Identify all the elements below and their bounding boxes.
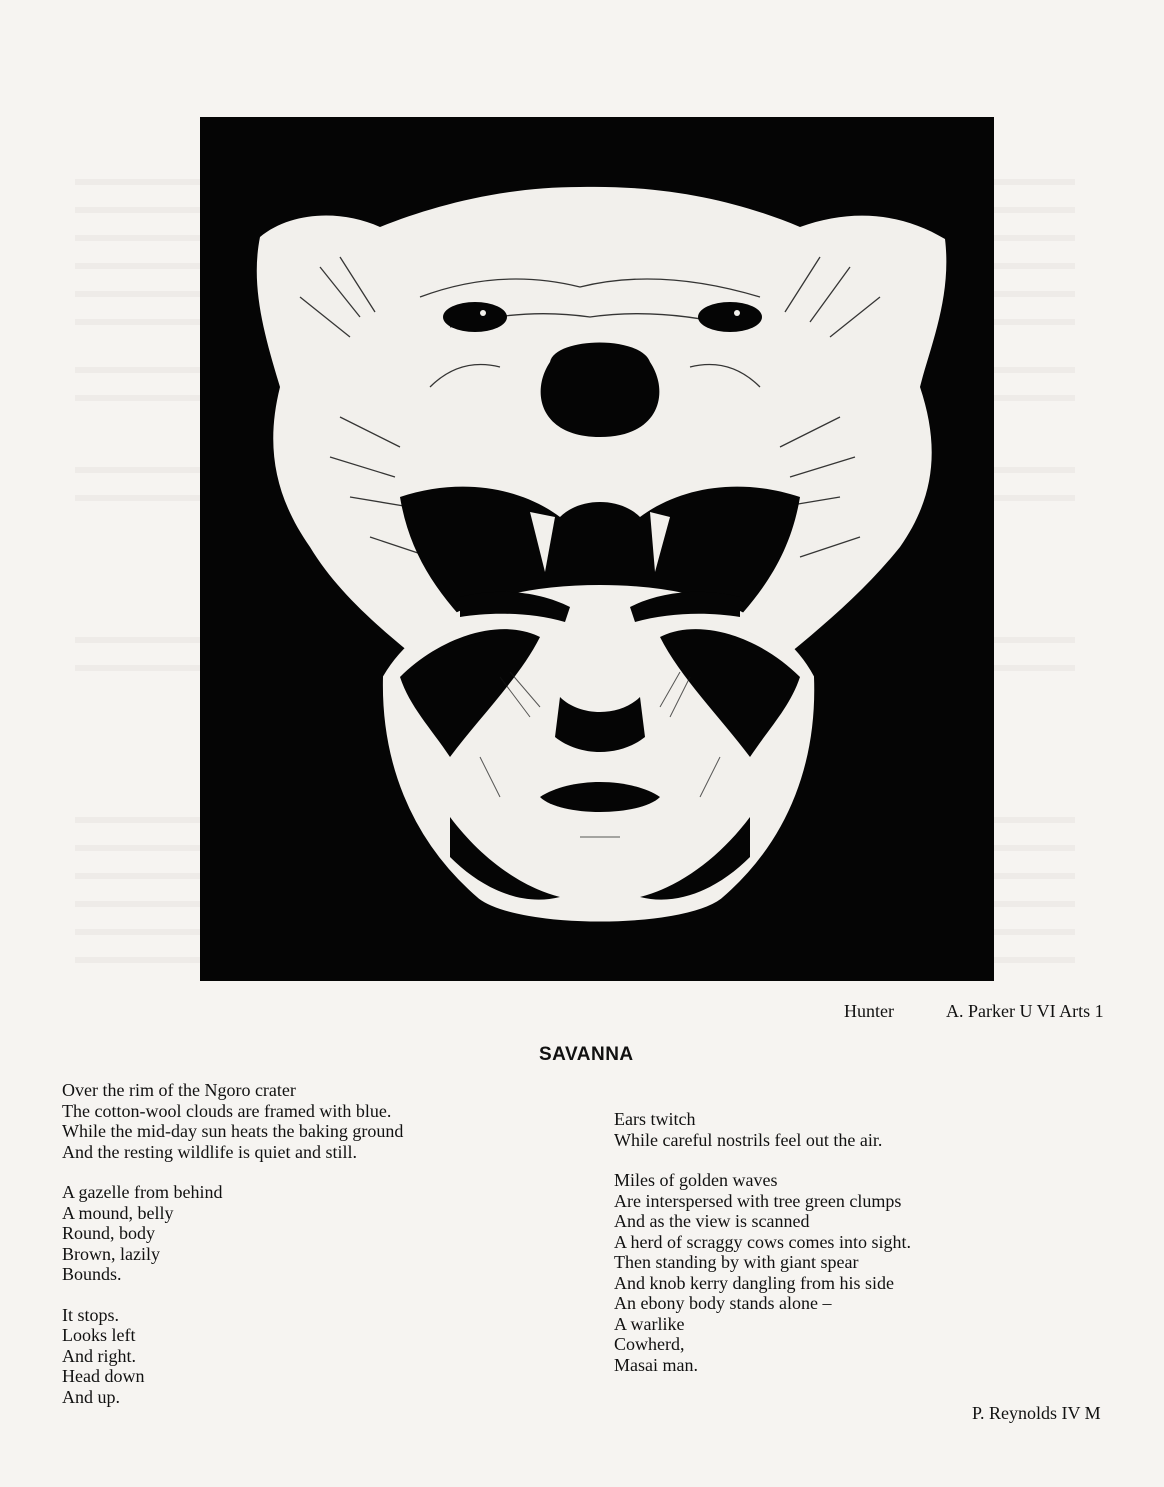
right-eye bbox=[698, 302, 762, 332]
poem-line: Are interspersed with tree green clumps bbox=[614, 1190, 902, 1211]
poem-line: And knob kerry dangling from his side bbox=[614, 1272, 894, 1293]
poem-line: Masai man. bbox=[614, 1354, 698, 1375]
poem-title: SAVANNA bbox=[539, 1044, 634, 1065]
stanza-4 bbox=[614, 1109, 911, 1150]
stanza-1 bbox=[62, 1080, 403, 1162]
poem-line: A gazelle from behind bbox=[62, 1182, 223, 1202]
poem-right-column bbox=[614, 1109, 911, 1395]
hunter-artwork bbox=[200, 117, 994, 981]
poem-line: Miles of golden waves bbox=[614, 1170, 778, 1190]
poem-line: An ebony body stands alone – bbox=[614, 1293, 832, 1313]
stanza-3 bbox=[62, 1305, 403, 1408]
poem-line: Ears twitch bbox=[614, 1109, 696, 1129]
poem-line: A herd of scraggy cows comes into sight. bbox=[614, 1231, 911, 1252]
poem-line: It stops. bbox=[62, 1304, 120, 1325]
poem-line: Head down bbox=[62, 1366, 145, 1386]
poem-line: And up. bbox=[62, 1386, 120, 1407]
poem-line: The cotton-wool clouds are framed with blue. bbox=[62, 1100, 392, 1121]
left-eye bbox=[443, 302, 507, 332]
poem-author: P. Reynolds IV M bbox=[972, 1403, 1101, 1423]
poem-line: And the resting wildlife is quiet and still. bbox=[62, 1141, 357, 1162]
poem-line: And as the view is scanned bbox=[614, 1211, 810, 1231]
poem-line: Cowherd, bbox=[614, 1334, 685, 1354]
artwork-title: Hunter bbox=[844, 1001, 894, 1021]
poem-line: And right. bbox=[62, 1345, 136, 1366]
poem-line: Brown, lazily bbox=[62, 1243, 160, 1264]
poem-left-column bbox=[62, 1080, 403, 1427]
poem-line: A mound, belly bbox=[62, 1202, 174, 1223]
poem-line: While the mid-day sun heats the baking ground bbox=[62, 1121, 404, 1141]
artwork-credit: A. Parker U VI Arts 1 bbox=[946, 1001, 1104, 1021]
wolf-nose bbox=[541, 342, 660, 437]
poem-line: Round, body bbox=[62, 1223, 156, 1243]
poem-line: Looks left bbox=[62, 1325, 136, 1345]
poem-line: Bounds. bbox=[62, 1264, 122, 1284]
poem-line: A warlike bbox=[614, 1313, 685, 1334]
wolf-headdress-illustration bbox=[200, 117, 994, 981]
stanza-2 bbox=[62, 1182, 403, 1285]
poem-line: While careful nostrils feel out the air. bbox=[614, 1129, 883, 1150]
stanza-5 bbox=[614, 1170, 911, 1375]
poem-line: Then standing by with giant spear bbox=[614, 1252, 859, 1272]
poem-line: Over the rim of the Ngoro crater bbox=[62, 1080, 296, 1100]
